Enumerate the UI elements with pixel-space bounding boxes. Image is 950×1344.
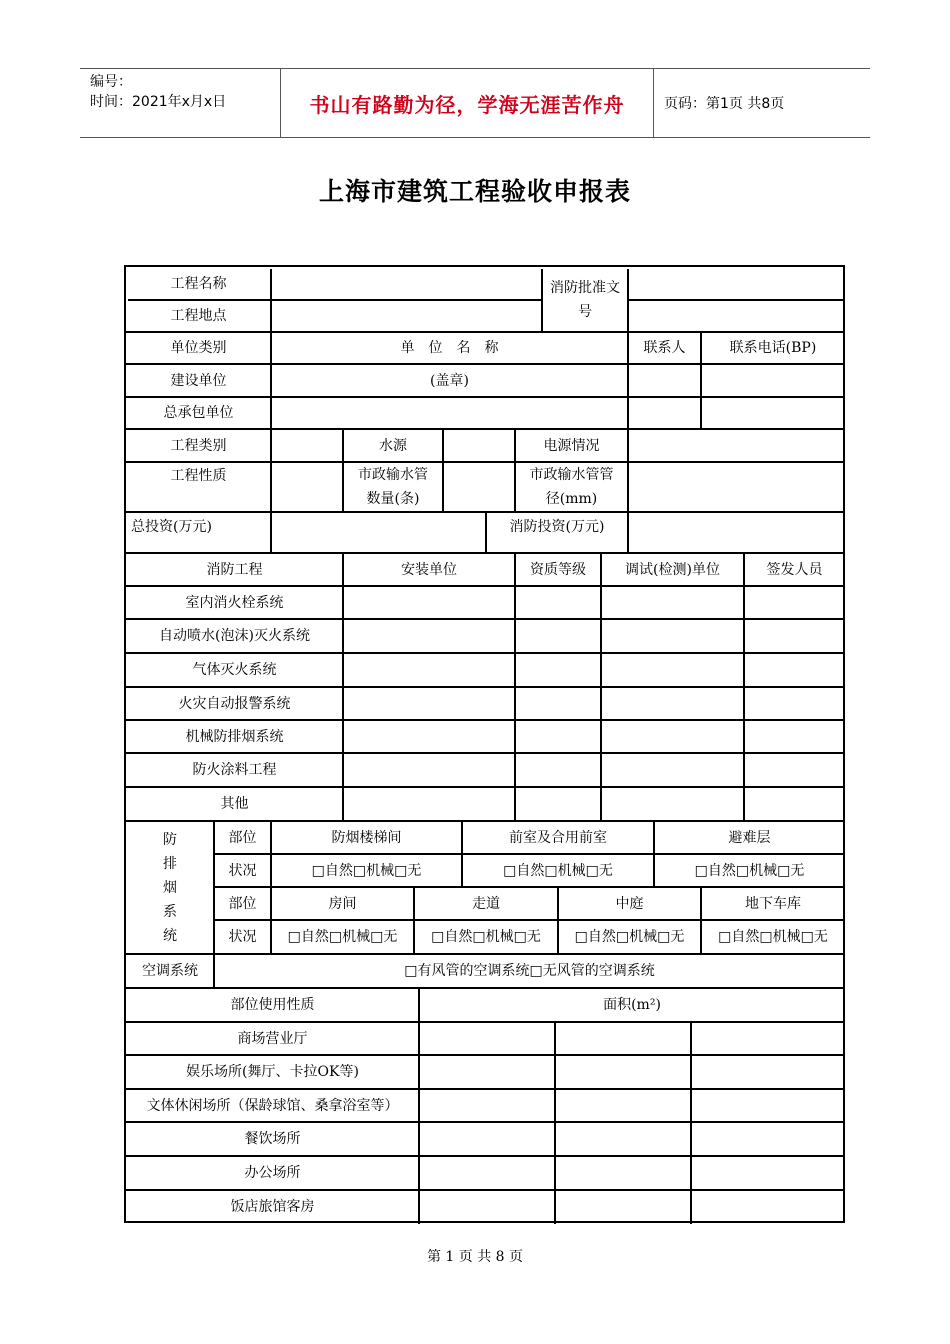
qualification-header: 资质等级 bbox=[530, 561, 586, 578]
ac-system-label: 空调系统 bbox=[142, 963, 198, 979]
header-meta bbox=[80, 69, 281, 137]
time-label: 时间：2021年x月x日 bbox=[90, 94, 227, 110]
grid-line bbox=[541, 269, 543, 332]
smoke-status-options: □自然□机械□无 bbox=[287, 929, 398, 945]
page-title: 上海市建筑工程验收申报表 bbox=[318, 177, 631, 206]
usage-name: 娱乐场所(舞厅、卡拉OK等) bbox=[186, 1064, 359, 1080]
smoke-location: 前室及合用前室 bbox=[509, 829, 607, 846]
usage-name: 办公场所 bbox=[244, 1165, 301, 1181]
grid-line bbox=[628, 299, 845, 301]
smoke-location: 房间 bbox=[328, 895, 357, 912]
project-name-label: 工程名称 bbox=[170, 275, 227, 292]
smoke-location: 走道 bbox=[472, 895, 500, 912]
page-header bbox=[80, 68, 870, 138]
power-status-label: 电源情况 bbox=[543, 437, 600, 454]
general-contractor-label: 总承包单位 bbox=[163, 405, 234, 421]
grid-line bbox=[627, 269, 629, 332]
location-label: 部位 bbox=[228, 829, 257, 846]
location-label: 部位 bbox=[228, 895, 257, 912]
smoke-location: 中庭 bbox=[615, 895, 644, 912]
water-pipe-diameter-label: 市政输水管管径(mm) bbox=[529, 467, 614, 507]
system-name: 气体灭火系统 bbox=[192, 662, 277, 678]
number-label: 编号： bbox=[90, 74, 132, 90]
usage-nature-header: 部位使用性质 bbox=[230, 997, 315, 1013]
fire-engineering-header: 消防工程 bbox=[206, 561, 263, 578]
smoke-location: 避难层 bbox=[728, 829, 771, 846]
grid-line bbox=[743, 553, 745, 821]
issuer-header: 签发人员 bbox=[766, 561, 823, 578]
usage-name: 商场营业厅 bbox=[237, 1030, 308, 1047]
motto: 书山有路勤为径，学海无涯苦作舟 bbox=[281, 69, 654, 137]
fire-investment-label: 消防投资(万元) bbox=[509, 519, 605, 535]
smoke-location: 防烟楼梯间 bbox=[331, 829, 402, 846]
testing-unit-header: 调试(检测)单位 bbox=[625, 561, 720, 578]
project-category-label: 工程类别 bbox=[170, 437, 227, 454]
smoke-status-options: □自然□机械□无 bbox=[311, 862, 422, 879]
grid-line bbox=[554, 1022, 556, 1224]
project-location-label: 工程地点 bbox=[170, 308, 227, 324]
smoke-status-options: □自然□机械□无 bbox=[718, 929, 828, 945]
grid-line bbox=[514, 553, 516, 821]
application-form bbox=[124, 265, 845, 1223]
seal-label: (盖章) bbox=[430, 372, 469, 389]
system-name: 机械防排烟系统 bbox=[185, 728, 284, 745]
smoke-location: 地下车库 bbox=[745, 895, 801, 912]
unit-type-label: 单位类别 bbox=[170, 340, 227, 356]
system-name: 火灾自动报警系统 bbox=[178, 695, 291, 712]
smoke-exhaust-label: 防排烟系统 bbox=[163, 831, 177, 944]
water-pipe-count-label: 市政输水管数量(条) bbox=[358, 467, 428, 507]
smoke-status-options: □自然□机械□无 bbox=[431, 929, 541, 945]
grid-line bbox=[600, 553, 602, 821]
construction-unit-label: 建设单位 bbox=[170, 372, 227, 389]
unit-name-header: 单 位 名 称 bbox=[400, 340, 499, 356]
water-source-label: 水源 bbox=[379, 437, 407, 454]
area-header: 面积(m²) bbox=[603, 997, 661, 1013]
grid-line bbox=[690, 1022, 692, 1224]
system-name: 自动喷水(泡沫)灭火系统 bbox=[159, 628, 310, 644]
page-info: 页码：第1页 共8页 bbox=[664, 96, 785, 112]
install-unit-header: 安装单位 bbox=[401, 561, 457, 578]
total-investment-label: 总投资(万元) bbox=[131, 519, 212, 535]
system-name: 防火涂料工程 bbox=[192, 762, 277, 778]
ac-options: □有风管的空调系统□无风管的空调系统 bbox=[404, 963, 655, 979]
smoke-status-options: □自然□机械□无 bbox=[694, 862, 805, 879]
project-nature-label: 工程性质 bbox=[170, 468, 227, 484]
usage-name: 文体休闲场所（保龄球馆、桑拿浴室等） bbox=[146, 1097, 399, 1114]
smoke-status-options: □自然□机械□无 bbox=[574, 929, 685, 945]
phone-header: 联系电话(BP) bbox=[729, 340, 817, 356]
system-name: 室内消火栓系统 bbox=[185, 594, 284, 611]
status-label: 状况 bbox=[228, 929, 257, 945]
usage-name: 饭店旅馆客房 bbox=[230, 1199, 315, 1215]
status-label: 状况 bbox=[228, 862, 257, 879]
smoke-status-options: □自然□机械□无 bbox=[503, 862, 613, 879]
grid-line bbox=[271, 299, 542, 301]
system-name: 其他 bbox=[220, 796, 249, 812]
fire-approval-label: 消防批准文号 bbox=[550, 279, 620, 320]
usage-name: 餐饮场所 bbox=[244, 1131, 301, 1147]
contact-header: 联系人 bbox=[643, 340, 686, 356]
page-footer: 第 1 页 共 8 页 bbox=[426, 1249, 524, 1265]
